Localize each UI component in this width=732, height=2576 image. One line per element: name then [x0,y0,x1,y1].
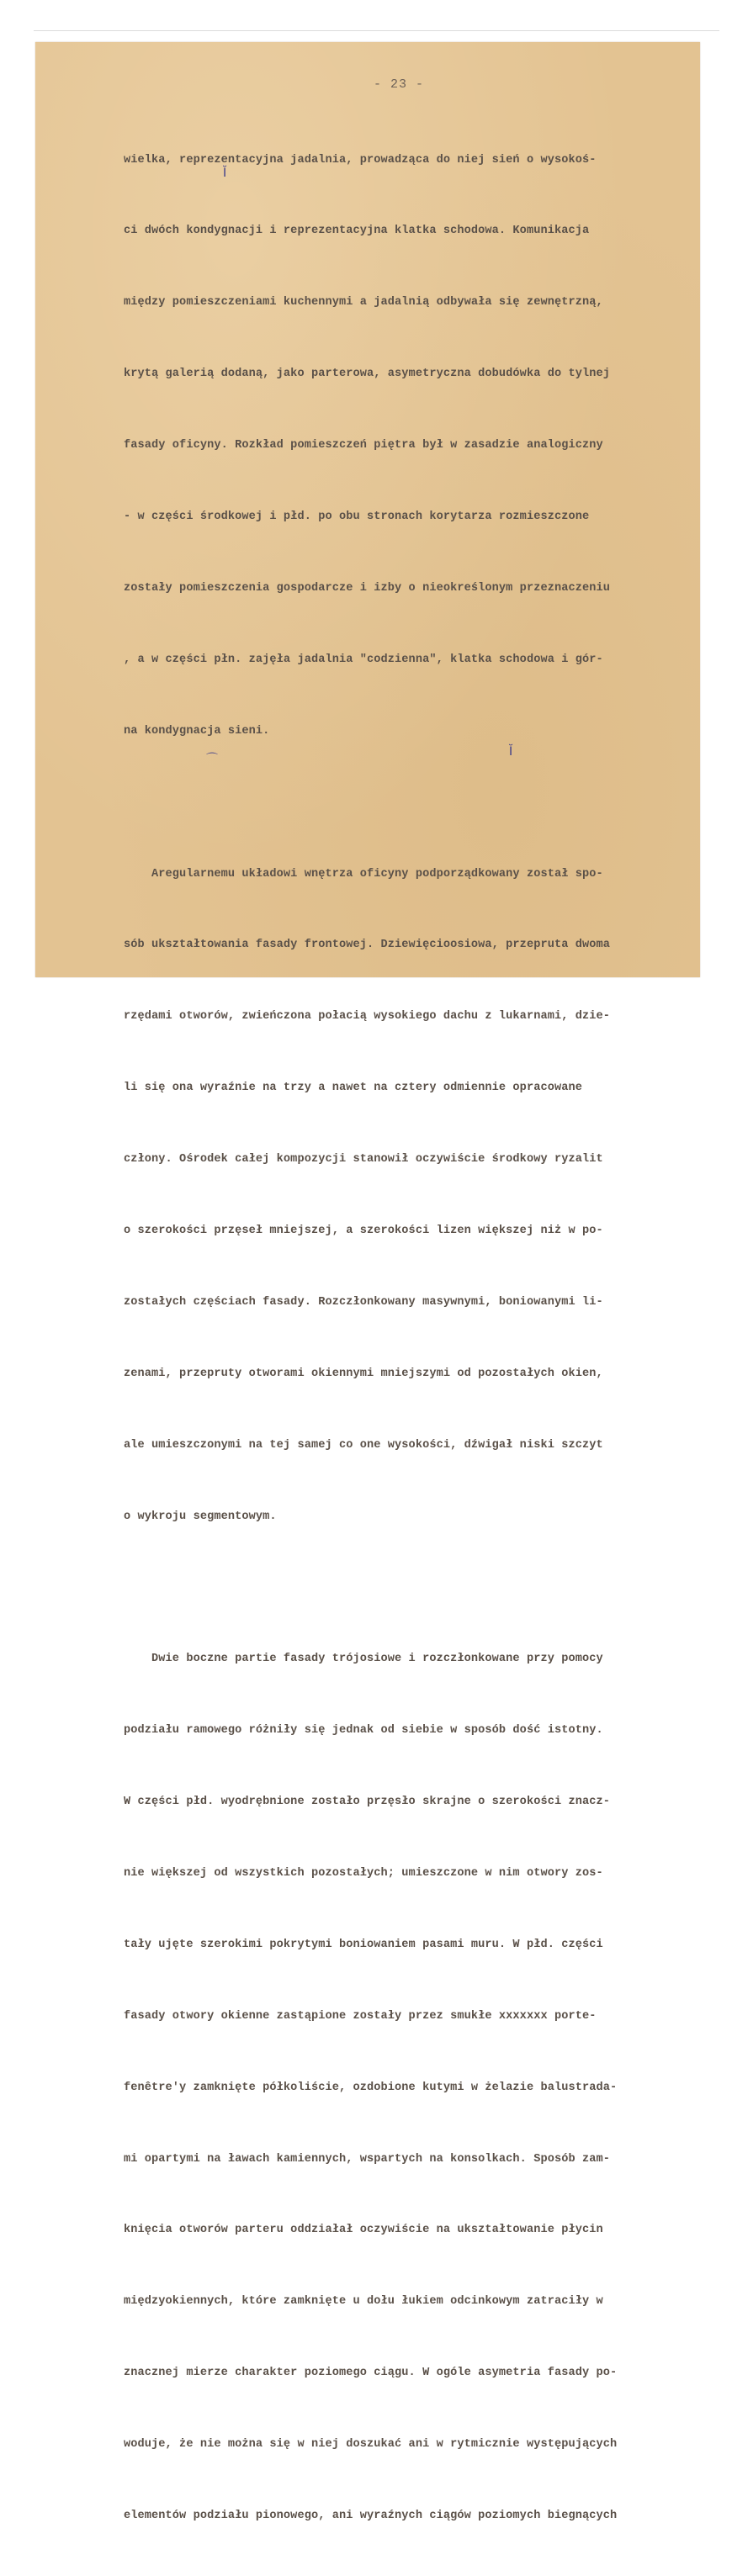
paragraph-gap [124,1576,713,1600]
text-line: knięcia otworów parteru oddziałał oczywiście na ukształtowanie płycin [124,2224,603,2237]
text-line: na kondygnacja sieni. [124,724,270,738]
text-line: sób ukształtowania fasady frontowej. Dziewięcioosiowa, przepruta dwoma [124,939,611,952]
text-line: mi opartymi na ławach kamiennych, wspartych na konsolkach. Sposób zam- [124,2152,611,2166]
text-line: zenami, przepruty otworami okiennymi mniejszymi od pozostałych okien, [124,1367,603,1380]
text-line: elementów podziału pionowego, ani wyraźnych ciągów poziomych biegnących [124,2509,618,2522]
page-body [124,101,713,2576]
text-line: ci dwóch kondygnacji i reprezentacyjna klatka schodowa. Komunikacja [124,225,590,238]
paragraph-gap [124,791,713,815]
text-line: Aregularnemu układowi wnętrza oficyny podporządkowany został spo- [124,867,603,881]
text-line: li się ona wyraźnie na trzy a nawet na cztery odmiennie opracowane [124,1082,582,1095]
insertion-mark-icon: Ĭ [223,167,227,180]
scan-edge-line [34,30,719,31]
text-line: o wykroju segmentowym. [124,1510,277,1523]
text-line: fenêtre'y zamknięte półkoliście, ozdobione kutymi w żelazie balustrada- [124,2081,618,2094]
text-line: o szerokości przęseł mniejszej, a szerokości lizen większej niż w po- [124,1224,603,1237]
text-line: W części płd. wyodrębnione zostało przęsło skrajne o szerokości znacz- [124,1796,611,1809]
text-line: człony. Ośrodek całej kompozycji stanowił oczywiście środkowy ryzalit [124,1153,603,1166]
text-line: ale umieszczonymi na tej samej co one wysokości, dźwigał niski szczyt [124,1438,603,1452]
text-line: fasady oficyny. Rozkład pomieszczeń piętra był w zasadzie analogiczny [124,439,603,452]
page-number: - 23 - [373,77,424,92]
insertion-mark-icon: Ĭ [509,745,513,759]
text-line: znacznej mierze charakter poziomego ciągu. W ogóle asymetria fasady po- [124,2367,618,2380]
text-line: nie większej od wszystkich pozostałych; umieszczone w nim otwory zos- [124,1866,603,1880]
text-line: między pomieszczeniami kuchennymi a jadalnią odbywała się zewnętrzną, [124,296,603,309]
text-line: , a w części płn. zajęła jadalnia "codzienna", klatka schodowa i gór- [124,653,603,666]
text-line: zostałych częściach fasady. Rozczłonkowany masywnymi, boniowanymi li- [124,1295,603,1309]
text-line: zostały pomieszczenia gospodarcze i izby o nieokreślonym przeznaczeniu [124,581,611,595]
text-line: Dwie boczne partie fasady trójosiowe i rozczłonkowane przy pomocy [124,1653,603,1666]
text-line: fasady otwory okienne zastąpione zostały przez smukłe xxxxxxx porte- [124,2009,597,2023]
text-line: tały ujęte szerokimi pokrytymi boniowaniem pasami muru. W płd. części [124,1938,603,1951]
text-line: wielka, reprezentacyjna jadalnia, prowadząca do niej sień o wysokoś- [124,153,597,167]
correction-arc-icon: ⌒ [206,753,218,766]
typewritten-page [35,42,700,2522]
text-line: międzyokiennych, które zamknięte u dołu łukiem odcinkowym zatraciły w [124,2295,603,2309]
text-line: rzędami otworów, zwieńczona połacią wysokiego dachu z lukarnami, dzie- [124,1010,611,1024]
text-line: krytą galerią dodaną, jako parterowa, asymetryczna dobudówka do tylnej [124,368,611,381]
text-line: woduje, że nie można się w niej doszukać ani w rytmicznie występujących [124,2438,618,2452]
text-line: podziału ramowego różniły się jednak od siebie w sposób dość istotny. [124,1724,603,1738]
text-line: - w części środkowej i płd. po obu stronach korytarza rozmieszczone [124,510,590,524]
